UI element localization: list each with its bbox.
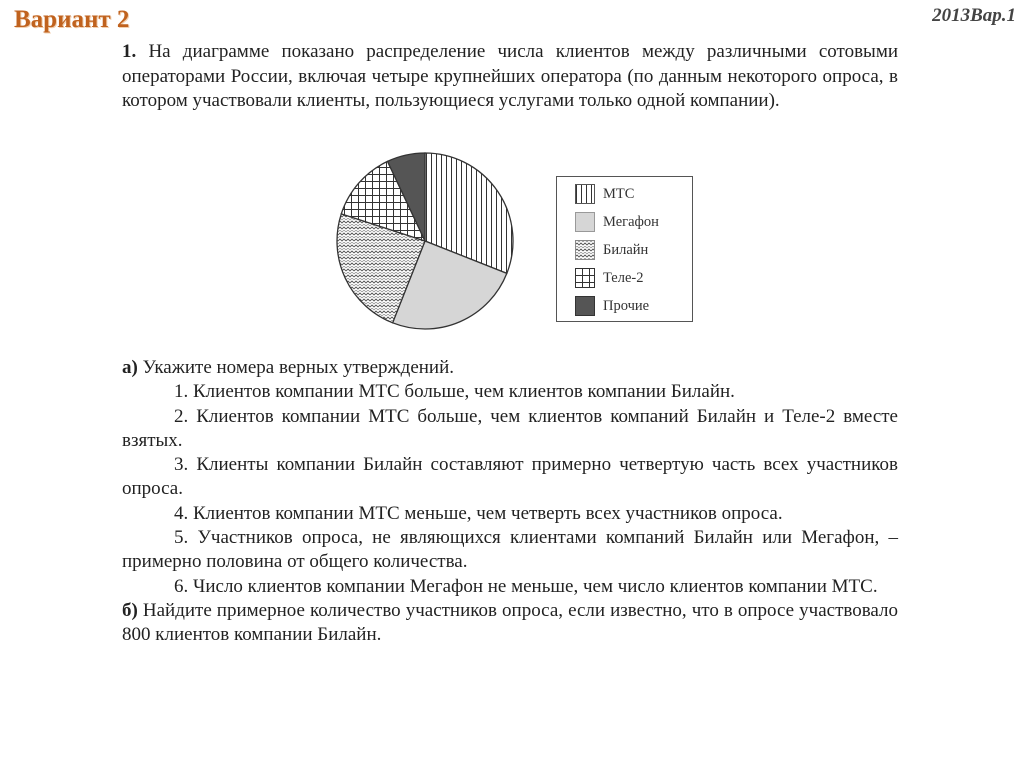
legend-item-megafon — [575, 212, 659, 232]
chart-legend — [556, 176, 693, 322]
statement-5: 5. Участников опроса, не являющихся клиентами компаний Билайн или Мегафон, – примерно половина от общего количества. — [122, 527, 898, 573]
part-b-prompt: Найдите примерное количество участников опроса, если известно, что в опросе участвовало 800 клиентов компании Билайн. — [122, 599, 899, 646]
legend-item-mts — [575, 184, 634, 204]
legend-swatch-mts — [575, 184, 595, 204]
statement-4: 4. Клиентов компании МТС меньше, чем четверть всех участников опроса. — [174, 502, 783, 524]
slide-title: Вариант 2 — [14, 6, 130, 33]
legend-swatch-megafon — [575, 212, 595, 232]
task-intro-text: На диаграмме показано распределение числа клиентов между различными сотовыми операторами России, включая четыре крупнейших оператора (по данным некоторого опроса, в котором участвовали клиенты, пользующиеся услугами только одной компании). — [122, 41, 899, 111]
legend-label-beeline: Билайн — [603, 241, 649, 258]
part-a-prompt: Укажите номера верных утверждений. — [142, 357, 455, 378]
part-a-label: а) — [122, 357, 138, 378]
statement-1: 1. Клиентов компании МТС больше, чем клиентов компании Билайн. — [174, 381, 735, 403]
legend-swatch-beeline — [575, 240, 595, 260]
legend-swatch-tele2 — [575, 268, 595, 288]
part-b-label: б) — [122, 599, 138, 621]
statement-3: 3. Клиенты компании Билайн составляют примерно четвертую часть всех участников опроса. — [122, 454, 898, 500]
legend-label-other: Прочие — [603, 297, 650, 314]
legend-label-megafon: Мегафон — [603, 213, 659, 230]
part-a-heading — [122, 356, 898, 380]
legend-item-tele2 — [575, 268, 644, 288]
legend-label-tele2: Теле-2 — [603, 269, 644, 286]
legend-label-mts: МТС — [603, 185, 635, 202]
statement-6: 6. Число клиентов компании Мегафон не меньше, чем число клиентов компании МТС. — [174, 575, 878, 597]
part-b — [122, 599, 898, 648]
pie-chart — [330, 146, 520, 341]
task-number: 1. — [122, 41, 137, 62]
task-intro — [122, 40, 898, 114]
question-section — [122, 356, 898, 648]
pie-chart-svg — [330, 146, 520, 336]
legend-swatch-other — [575, 296, 595, 316]
legend-item-beeline — [575, 240, 648, 260]
variant-code: 2013Вар.1 — [932, 5, 1016, 26]
statement-2: 2. Клиентов компании МТС больше, чем клиентов компаний Билайн и Теле-2 вместе взятых. — [122, 405, 898, 451]
legend-item-other — [575, 296, 649, 316]
